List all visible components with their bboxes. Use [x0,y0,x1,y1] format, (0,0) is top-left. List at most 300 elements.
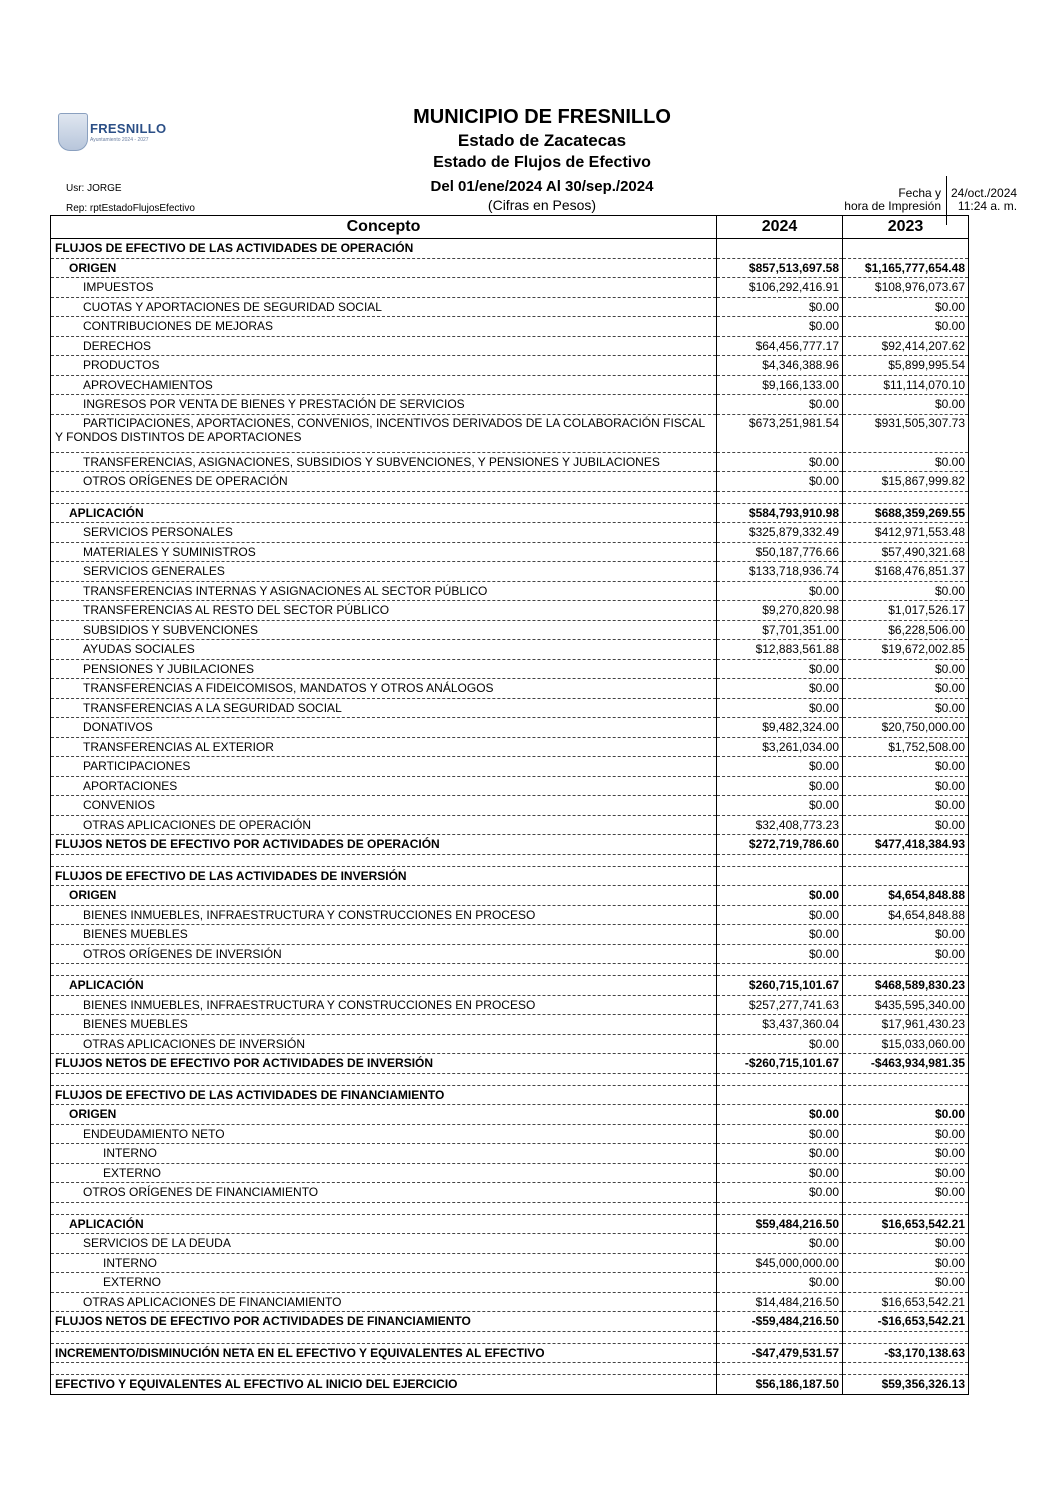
concept-label: FLUJOS DE EFECTIVO DE LAS ACTIVIDADES DE OPERACIÓN [55,241,414,256]
value-2023: $0.00 [843,1273,969,1293]
table-row [51,297,969,317]
concept-label: SUBSIDIOS Y SUBVENCIONES [83,622,258,637]
table-row [51,776,969,796]
table-row [51,679,969,699]
spacer-row [51,1363,969,1375]
spacer-row [51,1202,969,1214]
concept-cell [51,562,717,582]
concept-label: PARTICIPACIONES, APORTACIONES, CONVENIOS, INCENTIVOS DERIVADOS DE LA COLABORACIÓN FISCAL Y FONDOS DISTINTOS DE APORTACIONES [55,415,705,444]
value-2023: $59,356,326.13 [843,1375,969,1395]
value-2023: $0.00 [843,1144,969,1164]
table-row [51,1234,969,1254]
table-row [51,395,969,415]
concept-cell [51,905,717,925]
concept-label: SERVICIOS GENERALES [83,564,225,579]
table-row [51,640,969,660]
value-2024: $9,482,324.00 [717,718,843,738]
table-row [51,581,969,601]
group-row [51,503,969,523]
value-2023: $6,228,506.00 [843,620,969,640]
col-2024: 2024 [717,216,843,239]
concept-label: IMPUESTOS [83,280,154,295]
value-2024: $32,408,773.23 [717,815,843,835]
value-2024: $673,251,981.54 [717,414,843,452]
col-2023: 2023 [843,216,969,239]
value-2023: $0.00 [843,659,969,679]
concept-cell [51,757,717,777]
coat-of-arms-icon [58,113,88,151]
empty-cell [843,1073,969,1085]
concept-cell [51,1343,717,1363]
table-row [51,601,969,621]
value-2023: $0.00 [843,297,969,317]
group-row [51,1105,969,1125]
concept-label: ORIGEN [69,260,117,275]
value-2023: $19,672,002.85 [843,640,969,660]
concept-cell [51,336,717,356]
value-2023: $0.00 [843,679,969,699]
value-2023: $16,653,542.21 [843,1214,969,1234]
value-2024: $0.00 [717,472,843,492]
value-2023: $108,976,073.67 [843,278,969,298]
empty-cell [843,1363,969,1375]
value-2023: $0.00 [843,581,969,601]
concept-cell [51,258,717,278]
col-concepto: Concepto [51,216,717,239]
concept-cell [51,297,717,317]
value-2024: $0.00 [717,1183,843,1203]
value-2024: $0.00 [717,1105,843,1125]
concept-cell [51,679,717,699]
print-date-label [844,187,941,213]
concept-label: OTRAS APLICACIONES DE FINANCIAMIENTO [83,1294,342,1309]
table-row [51,698,969,718]
value-2023: $11,114,070.10 [843,375,969,395]
value-2023: $57,490,321.68 [843,542,969,562]
table-row [51,452,969,472]
concept-cell [51,620,717,640]
concept-label: AYUDAS SOCIALES [83,642,195,657]
concept-label: APORTACIONES [83,778,178,793]
value-2024: $0.00 [717,1034,843,1054]
concept-label: DONATIVOS [83,720,153,735]
concept-cell [51,1312,717,1332]
concept-cell [51,1292,717,1312]
concept-label: CONVENIOS [83,798,156,813]
table-row [51,317,969,337]
value-2024: $0.00 [717,796,843,816]
concept-label: FLUJOS NETOS DE EFECTIVO POR ACTIVIDADES DE FINANCIAMIENTO [55,1314,471,1329]
empty-cell [717,491,843,503]
value-2023: $17,961,430.23 [843,1015,969,1035]
concept-cell [51,1253,717,1273]
value-2023: $1,165,777,654.48 [843,258,969,278]
value-2023: $412,971,553.48 [843,523,969,543]
report-name: Estado de Flujos de Efectivo [433,154,651,171]
table-row [51,659,969,679]
value-2023: -$3,170,138.63 [843,1343,969,1363]
concept-cell [51,581,717,601]
concept-cell [51,737,717,757]
value-2024: $59,484,216.50 [717,1214,843,1234]
value-2024: $0.00 [717,1124,843,1144]
concept-label: TRANSFERENCIAS A LA SEGURIDAD SOCIAL [83,700,342,715]
print-date: 24/oct./2024 [951,186,1018,200]
concept-cell [51,601,717,621]
table-row [51,1253,969,1273]
empty-cell [51,1202,717,1214]
concept-label: FLUJOS DE EFECTIVO DE LAS ACTIVIDADES DE FINANCIAMIENTO [55,1087,445,1102]
value-2024: $0.00 [717,905,843,925]
value-2024: $0.00 [717,1163,843,1183]
concept-cell [51,317,717,337]
report-title: MUNICIPIO DE FRESNILLO [413,106,671,128]
value-2023: -$463,934,981.35 [843,1054,969,1074]
spacer-row [51,1073,969,1085]
print-date-label-2: hora de Impresión [844,199,941,213]
table-row [51,995,969,1015]
value-2024: $0.00 [717,1234,843,1254]
concept-label: FLUJOS DE EFECTIVO DE LAS ACTIVIDADES DE INVERSIÓN [55,868,407,883]
value-2023: $0.00 [843,815,969,835]
value-2024: $857,513,697.58 [717,258,843,278]
value-2024: $9,166,133.00 [717,375,843,395]
group-row [51,976,969,996]
section-row [51,1085,969,1105]
section-row [51,239,969,259]
value-2023: $0.00 [843,698,969,718]
concept-cell [51,1124,717,1144]
value-2023: -$16,653,542.21 [843,1312,969,1332]
value-2023: $0.00 [843,452,969,472]
concept-cell [51,640,717,660]
concept-cell [51,976,717,996]
value-2024: $0.00 [717,317,843,337]
value-2023: $0.00 [843,395,969,415]
value-2024: $325,879,332.49 [717,523,843,543]
cash-flow-table [50,215,969,1395]
concept-label: PENSIONES Y JUBILACIONES [83,661,254,676]
concept-label: BIENES MUEBLES [83,927,188,942]
table-row [51,718,969,738]
section-row [51,835,969,855]
value-2023: $4,654,848.88 [843,886,969,906]
print-date-label-1: Fecha y [898,186,941,200]
concept-cell [51,866,717,886]
section-row [51,1343,969,1363]
value-2024: $0.00 [717,944,843,964]
value-2023: $435,595,340.00 [843,995,969,1015]
concept-cell [51,503,717,523]
value-2024: -$260,715,101.67 [717,1054,843,1074]
concept-label: OTROS ORÍGENES DE FINANCIAMIENTO [83,1185,319,1200]
concept-label: ORIGEN [69,888,117,903]
value-2023: $931,505,307.73 [843,414,969,452]
concept-label: OTROS ORÍGENES DE OPERACIÓN [83,474,288,489]
section-row [51,1375,969,1395]
concept-label: TRANSFERENCIAS AL RESTO DEL SECTOR PÚBLICO [83,603,390,618]
value-2024: $0.00 [717,452,843,472]
table-row [51,472,969,492]
concept-cell [51,414,717,452]
value-2024: $0.00 [717,776,843,796]
value-2024: $584,793,910.98 [717,503,843,523]
table-row [51,1183,969,1203]
empty-cell [843,1331,969,1343]
spacer-row [51,1331,969,1343]
concept-label: FLUJOS NETOS DE EFECTIVO POR ACTIVIDADES DE OPERACIÓN [55,837,440,852]
concept-label: APROVECHAMIENTOS [83,377,213,392]
logo-subtitle: Ayuntamiento 2024 - 2027 [90,137,149,143]
concept-label: OTROS ORÍGENES DE INVERSIÓN [83,946,282,961]
concept-cell [51,944,717,964]
table-row [51,1124,969,1144]
empty-cell [717,964,843,976]
table-row [51,375,969,395]
group-row [51,1214,969,1234]
concept-label: PRODUCTOS [83,358,160,373]
value-2023: $1,752,508.00 [843,737,969,757]
concept-label: CUOTAS Y APORTACIONES DE SEGURIDAD SOCIAL [83,299,382,314]
concept-label: BIENES INMUEBLES, INFRAESTRUCTURA Y CONSTRUCCIONES EN PROCESO [83,997,536,1012]
rep-label: Rep: rptEstadoFlujosEfectivo [66,203,195,214]
section-row [51,1054,969,1074]
value-2024: $50,187,776.66 [717,542,843,562]
table-row [51,1034,969,1054]
value-2024: $0.00 [717,1273,843,1293]
concept-cell [51,472,717,492]
table-row [51,1273,969,1293]
value-2023: $0.00 [843,944,969,964]
concept-cell [51,698,717,718]
value-2024: $7,701,351.00 [717,620,843,640]
value-2023: $0.00 [843,1234,969,1254]
empty-cell [51,964,717,976]
section-row [51,866,969,886]
table-row [51,523,969,543]
empty-cell [51,1073,717,1085]
value-2023: $0.00 [843,1163,969,1183]
value-2023: $92,414,207.62 [843,336,969,356]
table-row [51,542,969,562]
concept-cell [51,995,717,1015]
value-2024: $4,346,388.96 [717,356,843,376]
value-2024: $0.00 [717,886,843,906]
concept-cell [51,1105,717,1125]
concept-cell [51,1144,717,1164]
table-row [51,737,969,757]
table-row [51,905,969,925]
value-2023: $15,867,999.82 [843,472,969,492]
value-2024: $272,719,786.60 [717,835,843,855]
concept-cell [51,1375,717,1395]
section-row [51,1312,969,1332]
concept-label: OTRAS APLICACIONES DE OPERACIÓN [83,817,312,832]
concept-cell [51,1273,717,1293]
logo-name: FRESNILLO [90,121,167,136]
concept-label: TRANSFERENCIAS A FIDEICOMISOS, MANDATOS Y OTROS ANÁLOGOS [83,681,494,696]
concept-label: SERVICIOS DE LA DEUDA [83,1236,231,1251]
concept-label: BIENES MUEBLES [83,1017,188,1032]
value-2024: $0.00 [717,1144,843,1164]
value-2023: $477,418,384.93 [843,835,969,855]
concept-label: TRANSFERENCIAS INTERNAS Y ASIGNACIONES AL SECTOR PÚBLICO [83,583,488,598]
value-2024: $133,718,936.74 [717,562,843,582]
empty-cell [843,491,969,503]
concept-label: ENDEUDAMIENTO NETO [83,1126,225,1141]
concept-cell [51,523,717,543]
value-2024: -$47,479,531.57 [717,1343,843,1363]
value-2023: $16,653,542.21 [843,1292,969,1312]
value-2024: $3,437,360.04 [717,1015,843,1035]
table-row [51,925,969,945]
value-2024: $64,456,777.17 [717,336,843,356]
concept-label: DERECHOS [83,338,152,353]
value-2023: $0.00 [843,796,969,816]
report-units: (Cifras en Pesos) [487,197,597,213]
empty-cell [843,964,969,976]
concept-cell [51,796,717,816]
table-row [51,1163,969,1183]
concept-cell [51,1034,717,1054]
empty-cell [843,1202,969,1214]
value-2023: $468,589,830.23 [843,976,969,996]
concept-label: INTERNO [103,1255,157,1270]
value-2023: $20,750,000.00 [843,718,969,738]
table-row [51,1292,969,1312]
fresnillo-logo [58,113,178,153]
value-2024: $0.00 [717,757,843,777]
table-row [51,1144,969,1164]
value-2023: $0.00 [843,1253,969,1273]
concept-cell [51,925,717,945]
table-row [51,1015,969,1035]
value-2024: $12,883,561.88 [717,640,843,660]
empty-cell [717,1331,843,1343]
value-2023: $0.00 [843,317,969,337]
value-2024: $0.00 [717,679,843,699]
value-2024: $0.00 [717,395,843,415]
print-time: 11:24 a. m. [957,199,1018,213]
concept-cell [51,815,717,835]
group-row [51,886,969,906]
value-2024: $260,715,101.67 [717,976,843,996]
empty-cell [51,491,717,503]
concept-cell [51,1214,717,1234]
empty-cell [51,1331,717,1343]
concept-cell [51,659,717,679]
concept-label: PARTICIPACIONES [83,759,191,774]
empty-cell [51,1363,717,1375]
value-2023: $0.00 [843,757,969,777]
value-2023 [843,866,969,886]
value-2023: $0.00 [843,1105,969,1125]
concept-label: EXTERNO [103,1275,162,1290]
concept-cell [51,375,717,395]
table-row [51,278,969,298]
empty-cell [717,1202,843,1214]
value-2024: $3,261,034.00 [717,737,843,757]
value-2024: $9,270,820.98 [717,601,843,621]
concept-label: OTRAS APLICACIONES DE INVERSIÓN [83,1036,306,1051]
concept-cell [51,542,717,562]
value-2023: $5,899,995.54 [843,356,969,376]
concept-label: INCREMENTO/DISMINUCIÓN NETA EN EL EFECTIVO Y EQUIVALENTES AL EFECTIVO [55,1345,545,1360]
concept-cell [51,1054,717,1074]
value-2023: $4,654,848.88 [843,905,969,925]
table-row [51,356,969,376]
value-2023: $15,033,060.00 [843,1034,969,1054]
concept-cell [51,776,717,796]
report-period: Del 01/ene/2024 Al 30/sep./2024 [430,178,654,195]
value-2023: $0.00 [843,776,969,796]
empty-cell [717,854,843,866]
value-2024: $45,000,000.00 [717,1253,843,1273]
concept-label: CONTRIBUCIONES DE MEJORAS [83,319,274,334]
concept-label: ORIGEN [69,1107,117,1122]
value-2024: $0.00 [717,581,843,601]
value-2024: $0.00 [717,297,843,317]
table-header [51,216,969,239]
value-2023: $168,476,851.37 [843,562,969,582]
group-row [51,258,969,278]
concept-label: BIENES INMUEBLES, INFRAESTRUCTURA Y CONSTRUCCIONES EN PROCESO [83,907,536,922]
concept-cell [51,1234,717,1254]
empty-cell [717,1073,843,1085]
concept-cell [51,239,717,259]
concept-cell [51,886,717,906]
value-2024 [717,1085,843,1105]
concept-cell [51,1015,717,1035]
value-2024 [717,239,843,259]
concept-cell [51,1183,717,1203]
concept-cell [51,835,717,855]
concept-label: SERVICIOS PERSONALES [83,525,233,540]
table-row [51,757,969,777]
value-2023: $688,359,269.55 [843,503,969,523]
empty-cell [843,854,969,866]
table-row [51,414,969,452]
concept-cell [51,452,717,472]
value-2024: $0.00 [717,698,843,718]
table-row [51,336,969,356]
spacer-row [51,491,969,503]
value-2023: $0.00 [843,925,969,945]
spacer-row [51,964,969,976]
state-name: Estado de Zacatecas [457,131,627,150]
table-row [51,815,969,835]
value-2023: $0.00 [843,1124,969,1144]
user-label: Usr: JORGE [66,183,122,194]
value-2024: $56,186,187.50 [717,1375,843,1395]
concept-cell [51,1163,717,1183]
table-row [51,944,969,964]
table-row [51,796,969,816]
table-row [51,562,969,582]
concept-label: APLICACIÓN [69,1216,144,1231]
concept-label: TRANSFERENCIAS AL EXTERIOR [83,739,274,754]
value-2024 [717,866,843,886]
value-2023: $1,017,526.17 [843,601,969,621]
concept-cell [51,278,717,298]
concept-label: FLUJOS NETOS DE EFECTIVO POR ACTIVIDADES DE INVERSIÓN [55,1056,434,1071]
value-2024: $257,277,741.63 [717,995,843,1015]
concept-cell [51,718,717,738]
concept-label: APLICACIÓN [69,505,144,520]
empty-cell [717,1363,843,1375]
spacer-row [51,854,969,866]
value-2023 [843,239,969,259]
